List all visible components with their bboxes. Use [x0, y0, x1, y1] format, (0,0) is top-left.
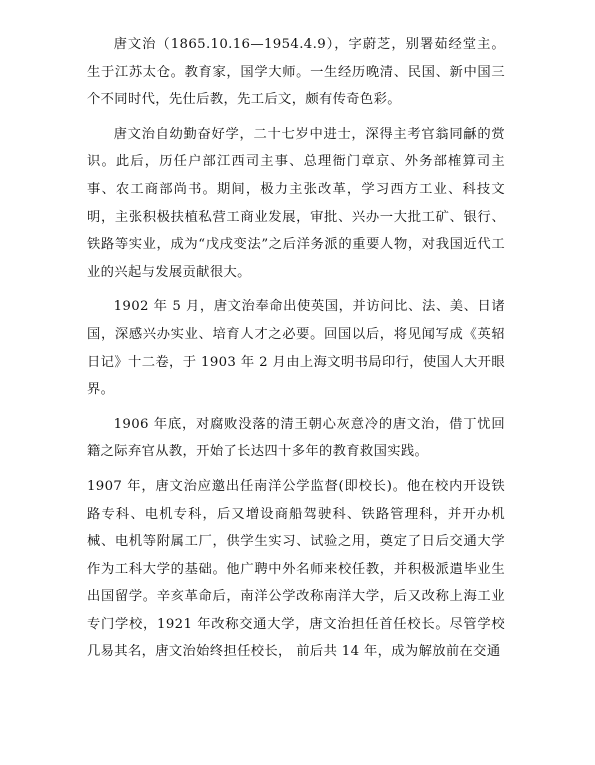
paragraph-2: 唐文治自幼勤奋好学，二十七岁中进士，深得主考官翁同龢的赏识。此后，历任户部江西司主事、总理衙门章京、外务部榷算司主事、农工商部尚书。期间，极力主张改革，学习西方工业、科技文明，主张积极扶植私营工商业发展，审批、兴办一大批工矿、银行、铁路等实业，成为“戊戌变法”之后洋务派的重要人物，对我国近代工业的兴起与发展贡献很大。 — [87, 126, 505, 280]
paragraph-4: 1906 年底，对腐败没落的清王朝心灰意冷的唐文治，借丁忧回籍之际弃官从教，开始了长达四十多年的教育救国实践。 — [87, 416, 505, 460]
paragraph-3: 1902 年 5 月，唐文治奉命出使英国，并访问比、法、美、日诸国，深感兴办实业、培育人才之必要。回国以后，将见闻写成《英轺日记》十二卷，于 1903 年 2 月由上海文明书局印行，使国人大开眼界。 — [87, 299, 505, 398]
paragraph-1: 唐文治（1865.10.16—1954.4.9），字蔚芝，别署茹经堂主。生于江苏太仓。教育家，国学大师。一生经历晚清、民国、新中国三个不同时代，先仕后教，先工后文，颇有传奇色彩。 — [87, 37, 505, 108]
document-body — [87, 31, 505, 666]
paragraph-5: 1907 年，唐文治应邀出任南洋公学监督(即校长)。他在校内开设铁路专科、电机专科，后又增设商船驾驶科、铁路管理科，并开办机械、电机等附属工厂，供学生实习、试验之用，奠定了日后交通大学作为工科大学的基础。他广聘中外名师来校任教，并积极派遣毕业生出国留学。辛亥革命后，南洋公学改称南洋大学，后又改称上海工业专门学校，1921 年改称交通大学，唐文治担任首任校长。尽管学校几易其名，唐文治始终担任校长， 前后共 14 年，成为解放前在交通 — [87, 478, 505, 660]
